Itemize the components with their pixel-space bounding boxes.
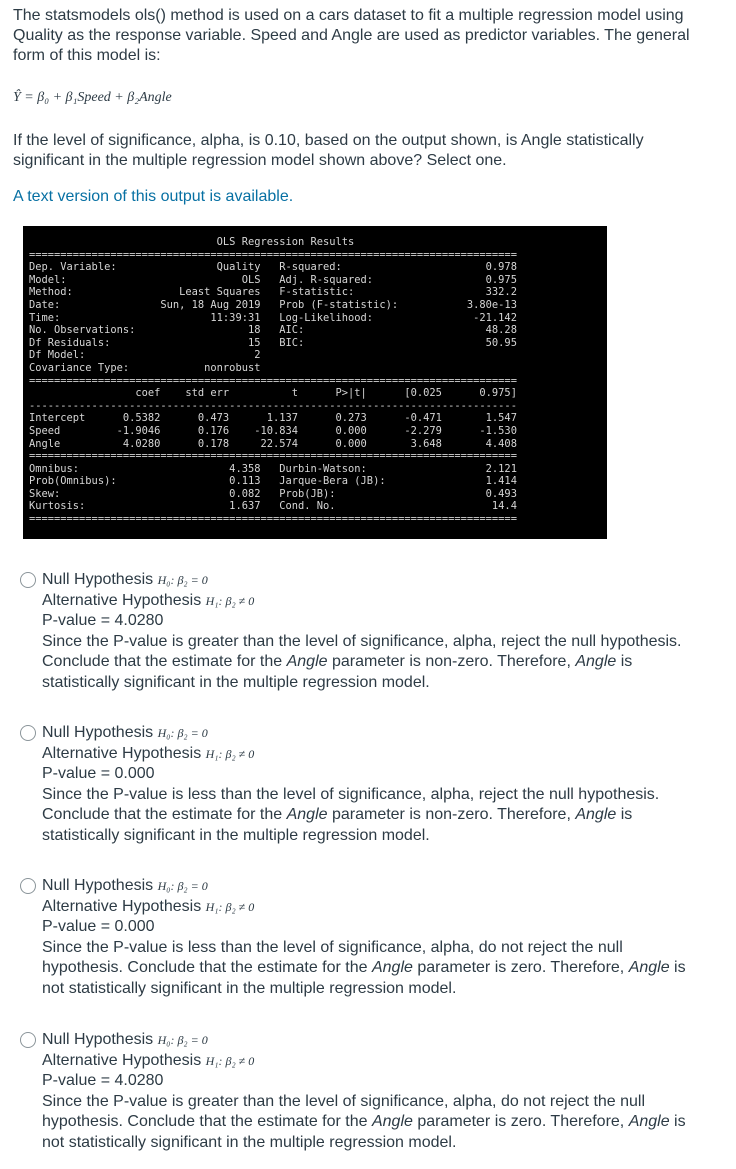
explanation: Since the P-value is greater than the level of significance, alpha, reject the null hypothesis. Conclude that the estimate for the Angle parameter is non-zero. Therefore, Angle is statistically significant in the multiple regression model. [42, 632, 682, 691]
radio-button-3[interactable] [20, 878, 36, 894]
pvalue-text: P-value = 0.000 [42, 765, 155, 782]
ols-output-text: OLS Regression Results ============================================================================== Dep. Variable: Quality R-squared: 0.978 Model: OLS Adj. R-squared: 0.975 Method: Least Squares F-statistic: 332.2 Date: Sun, 18 Aug 2019 Prob (F-statistic): 3.80e-13 Time: 11:39:31 Log-Likelihood: -21.142 No. Observations: 18 AIC: 48.28 Df Residuals: 15 BIC: 50.95 Df Model: 2 Covariance Type: nonrobust ============================================================================== coef std err t P>|t| [0.025 0.975] ------------------------------------------------------------------------------ Intercept 0.5382 0.473 1.137 0.273 -0.471 1.547 Speed -1.9046 0.176 -10.834 0.000 -2.279 -1.530 Angle 4.0280 0.178 22.574 0.000 3.648 4.408 ============================================================================== Omnibus: 4.358 Durbin-Watson: 2.121 Prob(Omnibus): 0.113 Jarque-Bera (JB): 1.414 Skew: 0.082 Prob(JB): 0.493 Kurtosis: 1.637 Cond. No. 14.4 ============================================================================== [29, 236, 517, 526]
pvalue-text: P-value = 4.0280 [42, 612, 164, 629]
model-formula [13, 90, 172, 106]
alt-label: Alternative Hypothesis [42, 591, 202, 609]
null-expr: H₀: β₂ = 0 [157, 726, 208, 740]
null-expr: H₀: β₂ = 0 [157, 879, 208, 893]
radio-button-2[interactable] [20, 725, 36, 741]
null-label: Null Hypothesis [42, 877, 154, 894]
text-version-link[interactable]: A text version of this output is available. [13, 188, 294, 205]
null-label: Null Hypothesis [42, 571, 154, 588]
explanation: Since the P-value is less than the level of significance, alpha, do not reject the null hypothesis. Conclude that the estimate for the Angle parameter is zero. Therefore, Angle is not statistically significant in the multiple regression model. [42, 938, 686, 997]
explanation: Since the P-value is less than the level of significance, alpha, reject the null hypothesis. Conclude that the estimate for the Angle parameter is non-zero. Therefore, Angle is statistically significant in the multiple regression model. [42, 785, 660, 844]
pvalue-text: P-value = 0.000 [42, 918, 155, 935]
alt-expr: H₁: β₂ ≠ 0 [205, 746, 255, 761]
null-label: Null Hypothesis [42, 1031, 154, 1048]
formula-rhs: = β₀ + β₁Speed + β₂Angle [24, 90, 172, 105]
question-prompt: If the level of significance, alpha, is 0.10, based on the output shown, is Angle statistically significant in the multiple regression model shown above? Select one. [13, 132, 644, 169]
alt-expr: H₁: β₂ ≠ 0 [205, 593, 255, 608]
null-label: Null Hypothesis [42, 724, 154, 741]
null-expr: H₀: β₂ = 0 [157, 573, 208, 587]
formula-lhs: Ŷ [13, 90, 21, 105]
radio-button-1[interactable] [20, 572, 36, 588]
ols-output-image [23, 226, 607, 539]
null-expr: H₀: β₂ = 0 [157, 1033, 208, 1047]
alt-expr: H₁: β₂ ≠ 0 [205, 1053, 255, 1068]
question-intro: The statsmodels ols() method is used on a cars dataset to fit a multiple regression model using Quality as the response variable. Speed and Angle are used as predictor variables. The general form of this model is: [13, 7, 690, 64]
alt-label: Alternative Hypothesis [42, 1051, 202, 1069]
explanation: Since the P-value is greater than the level of significance, alpha, do not reject the null hypothesis. Conclude that the estimate for the Angle parameter is zero. Therefore, Angle is not statistically significant in the multiple regression model. [42, 1092, 686, 1151]
pvalue-text: P-value = 4.0280 [42, 1072, 164, 1089]
alt-label: Alternative Hypothesis [42, 897, 202, 915]
alt-expr: H₁: β₂ ≠ 0 [205, 899, 255, 914]
radio-button-4[interactable] [20, 1032, 36, 1048]
alt-label: Alternative Hypothesis [42, 744, 202, 762]
